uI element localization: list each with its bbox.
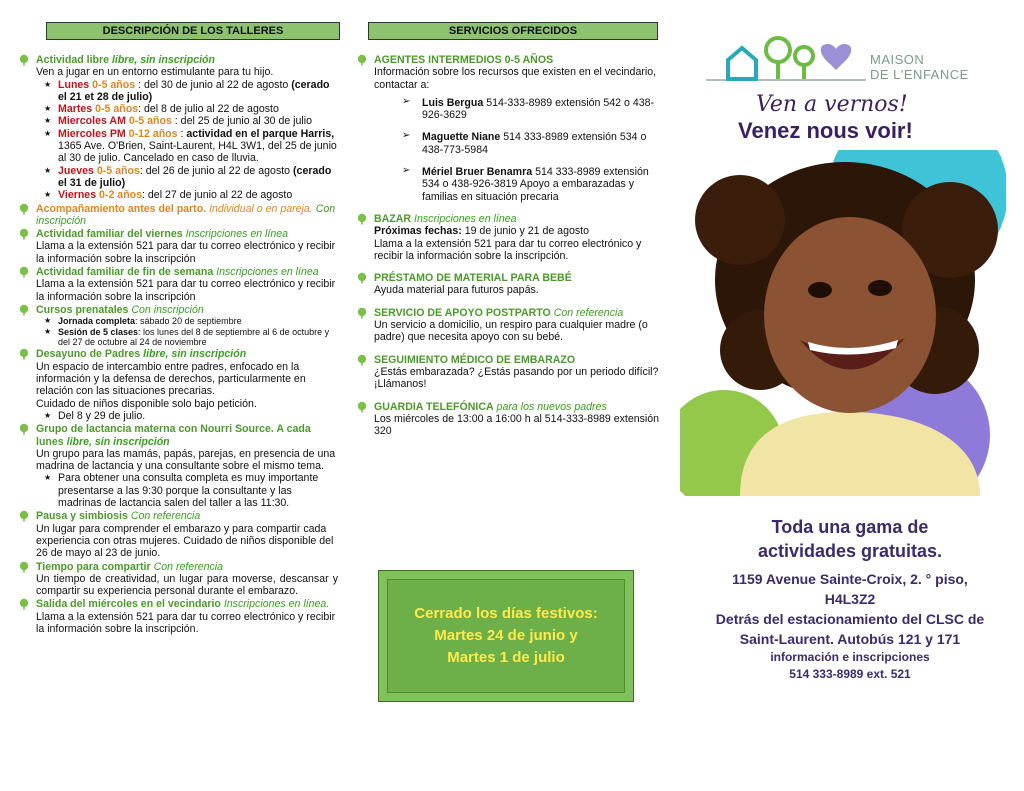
item-text: : los lunes del 8 de septiembre al 6 de octubre y del 27 de octubre al 24 de noviembre xyxy=(58,326,330,348)
slogan-es: Ven a vernos! xyxy=(756,92,908,117)
item-note: Con referencia xyxy=(130,510,201,523)
item-note: para los nuevos padres xyxy=(496,400,607,413)
address-line: Saint-Laurent. Autobús 121 y 171 xyxy=(739,631,961,647)
list-item xyxy=(402,131,668,156)
item-desc: Un espacio de intercambio entre padres, enfocado en la información y la defensa de derechos, particularmente en relación con las situaciones precarias. xyxy=(36,360,306,398)
age-label: 0-5 años xyxy=(96,164,140,177)
day-bold: actividad en el parque Harris, xyxy=(186,127,335,140)
item-desc: Llama a la extensión 521 para dar tu correo electrónico y recibir la información sobre la inscripción xyxy=(36,278,336,303)
item-note: Con referencia xyxy=(553,306,624,319)
item-note: Inscripciones en línea xyxy=(414,212,517,225)
item-desc: Cuidado de niños disponible solo bajo petición. xyxy=(36,397,257,410)
list-item xyxy=(402,166,668,203)
item-desc: Ayuda material para futuros papás. xyxy=(374,284,539,297)
item-title: Actividad familiar de fin de semana xyxy=(36,266,214,279)
tree-bullet-icon xyxy=(356,213,368,225)
item-note: Con inscripción xyxy=(131,303,204,316)
tree-bullet-icon xyxy=(18,266,30,278)
item-note: Con inscripción xyxy=(36,202,336,227)
item-note: Inscripciones en línea. xyxy=(223,598,330,611)
tree-bullet-icon xyxy=(356,307,368,319)
breakfast-list xyxy=(36,410,338,422)
list-item xyxy=(42,79,338,104)
list-item xyxy=(42,128,338,165)
tree-bullet-icon xyxy=(18,54,30,66)
closed-line: Martes 24 de junio y xyxy=(434,627,578,644)
address-line: Detrás del estacionamiento del CLSC de xyxy=(715,611,985,627)
item-title: Actividad familiar del viernes xyxy=(36,228,183,241)
item-note: Con referencia xyxy=(153,560,224,573)
item-desc: Un servicio a domicilio, un respiro para cualquier madre (o padre) que necesita apoyo con su bebé. xyxy=(374,319,648,344)
tree-bullet-icon xyxy=(18,510,30,522)
item-title: Cursos prenatales xyxy=(36,303,129,316)
logo-line: MAISON xyxy=(870,52,925,67)
tree-bullet-icon xyxy=(18,598,30,610)
day-text: : del 26 de junio al 22 de agosto xyxy=(139,164,291,177)
day-rest: 1365 Ave. O'Brien, Saint-Laurent, H4L 3W1, del 25 de junio al 30 de julio. Cancelado en caso de lluvia. xyxy=(58,140,337,165)
list-item xyxy=(18,304,338,348)
item-title: Actividad libre xyxy=(36,54,109,66)
list-item xyxy=(18,228,338,265)
item-label: Próximas fechas: xyxy=(374,225,462,238)
list-item xyxy=(18,203,338,228)
services-header: SERVICIOS OFRECIDOS xyxy=(368,22,658,40)
item-desc: Llama a la extensión 521 para dar tu correo electrónico y recibir la información sobre la inscripción. xyxy=(374,237,642,262)
list-item xyxy=(42,327,338,348)
item-title: SERVICIO DE APOYO POSTPARTO xyxy=(374,306,551,319)
services-list xyxy=(356,54,668,447)
closed-line: Martes 1 de julio xyxy=(447,649,565,666)
tree-bullet-icon xyxy=(18,348,30,360)
list-item xyxy=(356,213,668,262)
day-label: Jueves xyxy=(58,164,94,177)
list-item xyxy=(356,272,668,297)
item-desc: Información sobre los recursos que existen en el vecindario, contactar a: xyxy=(374,66,657,91)
item-note: libre, sin inscripción xyxy=(143,348,247,361)
workshops-header: DESCRIPCIÓN DE LOS TALLERES xyxy=(46,22,340,40)
day-text: : del 27 de junio al 22 de agosto xyxy=(142,189,293,202)
contact-name: Mériel Bruer Benamra xyxy=(422,166,533,179)
list-item xyxy=(18,54,338,202)
tree-bullet-icon xyxy=(18,423,30,435)
item-note: Inscripciones en línea xyxy=(216,266,319,279)
list-item xyxy=(356,307,668,344)
age-label: 0-2 años xyxy=(99,189,143,202)
closed-holidays-box xyxy=(378,570,634,702)
tree-bullet-icon xyxy=(356,354,368,366)
item-desc: Ven a jugar en un entorno estimulante para tu hijo. xyxy=(36,66,274,79)
child-photo xyxy=(680,150,1006,496)
day-extra: (cerado el 21 et 28 de julio) xyxy=(58,78,330,103)
item-title: Grupo de lactancia materna con Nourri Source. A cada lunes xyxy=(36,423,311,448)
list-item: ★ Para obtener una consulta completa es muy importante presentarse a las 9:30 porque la consultante y las madrinas de lactancia salen del taller a las 11:30. xyxy=(42,472,338,509)
day-text: : del 25 de junio al 30 de julio xyxy=(174,115,313,128)
days-list xyxy=(36,79,338,202)
contacts-list xyxy=(374,97,668,203)
tree-bullet-icon xyxy=(18,203,30,215)
day-text: : del 30 de junio al 22 de agosto xyxy=(138,78,289,91)
item-note: libre, sin inscripción xyxy=(66,435,170,448)
list-item xyxy=(356,401,668,438)
list-item xyxy=(42,189,338,201)
list-item xyxy=(18,598,338,635)
lactation-list xyxy=(36,472,338,509)
list-item xyxy=(356,354,668,391)
item-note: Individual o en pareja. xyxy=(209,202,313,215)
prenatal-list xyxy=(36,316,338,347)
item-label: Jornada completa xyxy=(58,316,136,327)
item-note: libre, sin inscripción xyxy=(111,54,215,66)
list-item xyxy=(18,266,338,303)
item-desc: Llama a la extensión 521 para dar tu correo electrónico y recibir la información sobre la inscripción xyxy=(36,240,336,265)
contact-name: Maguette Niane xyxy=(422,131,501,144)
day-extra: (cerado el 31 de julio) xyxy=(58,164,332,189)
closed-line: Cerrado los días festivos: xyxy=(414,605,598,622)
list-item xyxy=(18,510,338,559)
list-item xyxy=(18,348,338,422)
contact-text: 514-333-8989 extensión 542 o 438-926-3629 xyxy=(422,96,655,122)
info-headline: Toda una gama de xyxy=(771,517,929,537)
logo-text xyxy=(870,52,969,82)
item-desc: Un tiempo de creatividad, un lugar para moverse, descansar y compartir su experiencia personal durante el embarazo. xyxy=(36,572,338,598)
address-line: 1159 Avenue Sainte-Croix, 2. ° piso, xyxy=(732,571,968,587)
address-line: H4L3Z2 xyxy=(824,591,876,607)
list-item xyxy=(18,561,338,598)
day-label: Lunes xyxy=(58,78,90,91)
item-note: Inscripciones en línea xyxy=(185,228,289,241)
item-title: Salida del miércoles en el vecindario xyxy=(36,598,221,611)
list-item xyxy=(42,103,338,115)
logo-line: DE L'ENFANCE xyxy=(870,67,969,82)
list-item xyxy=(402,97,668,122)
contact-name: Luis Bergua xyxy=(422,96,484,109)
day-label: Miercoles PM xyxy=(58,127,126,140)
slogan-fr: Venez nous voir! xyxy=(738,118,913,143)
day-label: Viernes xyxy=(58,189,97,202)
tree-bullet-icon xyxy=(18,561,30,573)
item-title: GUARDIA TELEFÓNICA xyxy=(374,400,494,413)
list-item xyxy=(356,54,668,203)
contact-text: 514 333-8989 extensión 534 o 438-926-3819 Apoyo a embarazadas y familias en situación precaria xyxy=(422,166,649,203)
tree-bullet-icon xyxy=(356,54,368,66)
item-dates: 19 de junio y 21 de agosto xyxy=(464,225,589,238)
tree-bullet-icon xyxy=(18,304,30,316)
list-item xyxy=(42,316,338,326)
info-block xyxy=(680,515,1020,683)
tree-bullet-icon xyxy=(356,272,368,284)
info-small: información e inscripciones xyxy=(770,650,930,664)
item-title: PRÉSTAMO DE MATERIAL PARA BEBÉ xyxy=(374,272,572,285)
item-desc: Un lugar para comprender el embarazo y para compartir cada experiencia con otras mujeres. Cuidado de niños disponible del 26 de mayo al 23 de junio. xyxy=(36,522,334,560)
item-title: Tiempo para compartir xyxy=(36,560,151,573)
info-phone: 514 333-8989 ext. 521 xyxy=(789,667,911,681)
item-title: SEGUIMIENTO MÉDICO DE EMBARAZO xyxy=(374,353,576,366)
tree-bullet-icon xyxy=(356,401,368,413)
day-text: : del 8 de julio al 22 de agosto xyxy=(138,103,279,116)
contact-text: 514 333-8989 extensión 534 o 438-773-5984 xyxy=(422,131,647,156)
item-title: Pausa y simbiosis xyxy=(36,510,128,523)
age-label: 0-5 años xyxy=(128,115,172,128)
age-label: 0-5 años xyxy=(92,78,136,91)
workshops-list xyxy=(18,54,338,636)
item-desc: ¿Estás embarazada? ¿Estás pasando por un periodo difícil? ¡Llámanos! xyxy=(374,365,659,391)
info-headline: actividades gratuitas. xyxy=(757,541,943,561)
list-item xyxy=(18,423,338,509)
tree-bullet-icon xyxy=(18,228,30,240)
item-title: Desayuno de Padres xyxy=(36,348,141,361)
item-title: AGENTES INTERMEDIOS 0-5 AÑOS xyxy=(374,54,554,66)
list-item xyxy=(42,115,338,127)
item-text: : sábado 20 de septiembre xyxy=(135,316,242,327)
item-desc: Llama a la extensión 521 para dar tu correo electrónico y recibir la información sobre la inscripción. xyxy=(36,610,336,635)
item-desc: Los miércoles de 13:00 a 16:00 h al 514-333-8989 extensión 320 xyxy=(374,412,660,438)
day-text: : xyxy=(180,127,184,140)
list-item: ★ Del 8 y 29 de julio. xyxy=(42,410,338,422)
list-item xyxy=(42,165,338,190)
day-label: Miercoles AM xyxy=(58,115,126,128)
age-label: 0-5 años xyxy=(95,103,139,116)
age-label: 0-12 años xyxy=(128,127,178,140)
item-title: Acompañamiento antes del parto. xyxy=(36,202,207,215)
day-label: Martes xyxy=(58,103,93,116)
item-label: Sesión de 5 clases xyxy=(58,326,139,337)
item-desc: Un grupo para las mamás, papás, parejas, en presencia de una madrina de lactancia y una consultante sobre el mismo tema. xyxy=(36,447,336,473)
item-title: BAZAR xyxy=(374,212,412,225)
